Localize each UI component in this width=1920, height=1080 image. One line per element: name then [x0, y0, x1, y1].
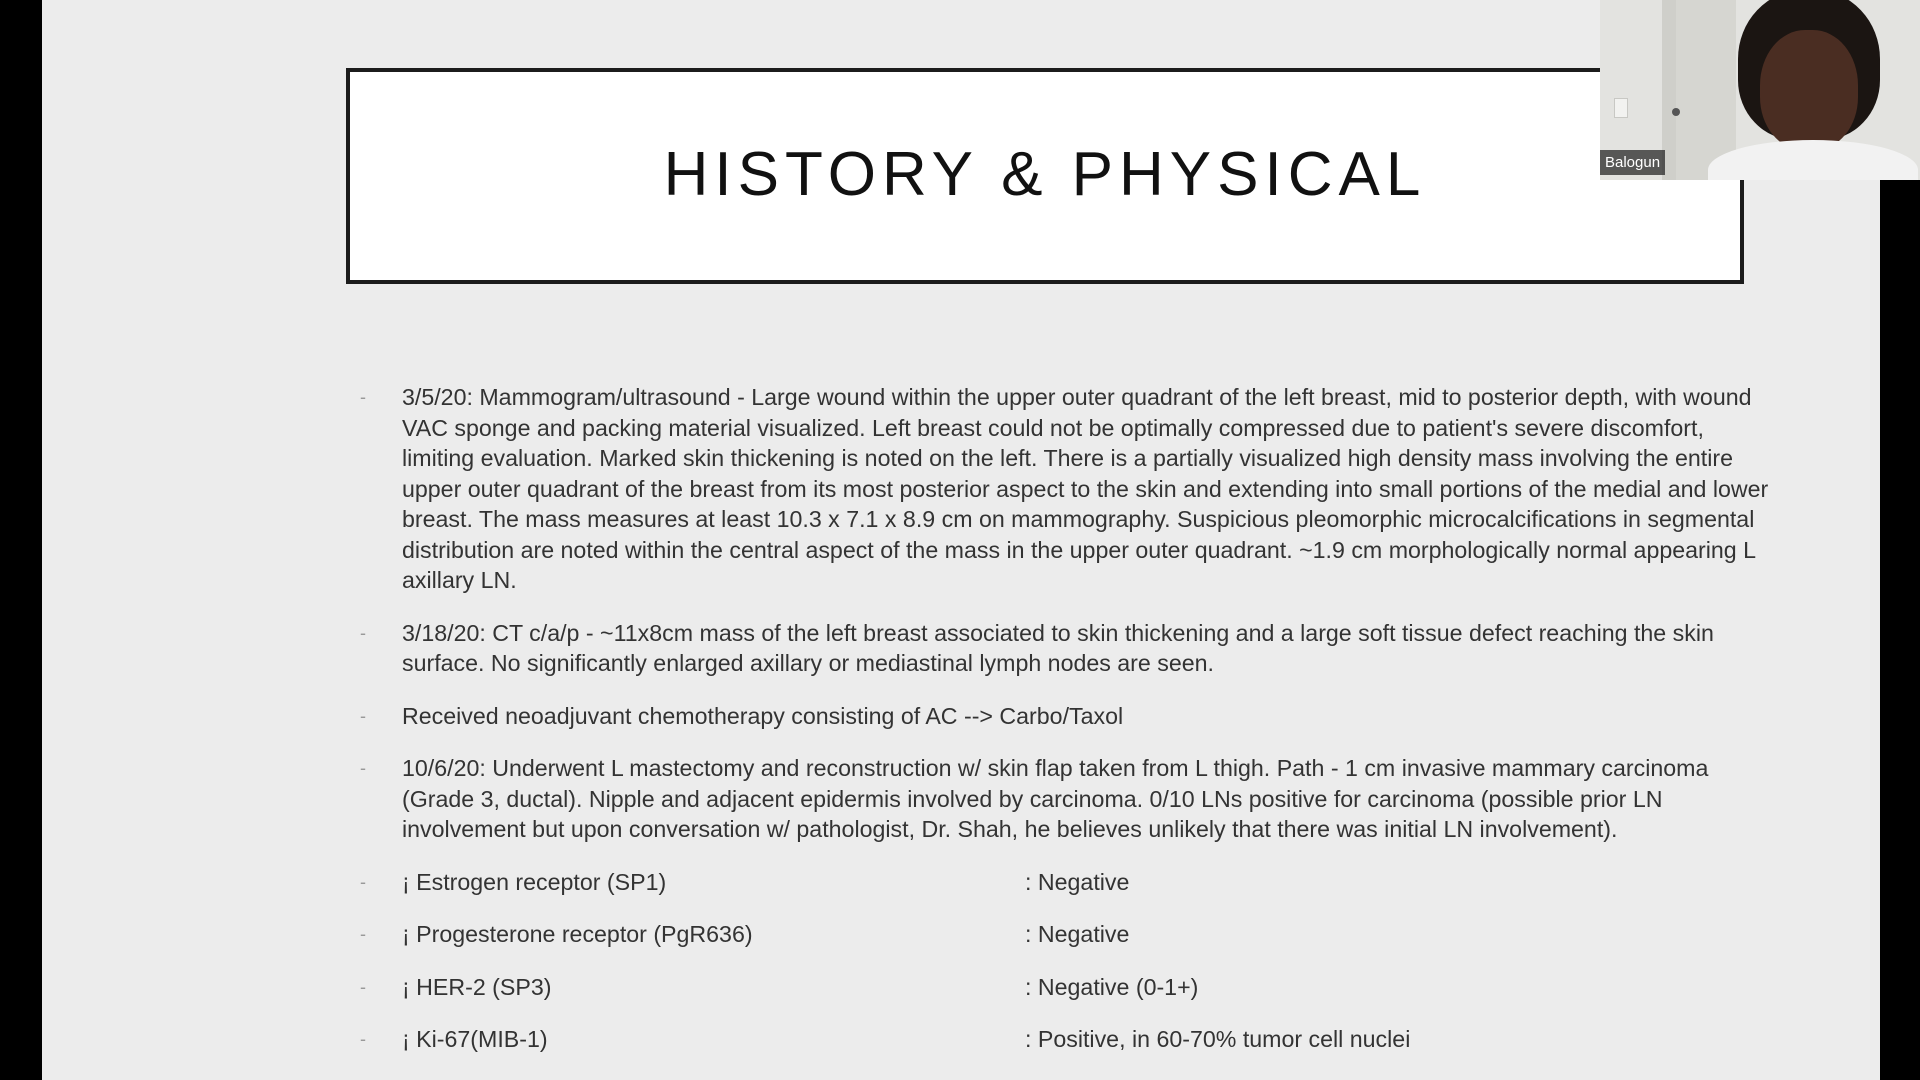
bullet-text: 10/6/20: Underwent L mastectomy and reconstruction w/ skin flap taken from L thigh. Path - 1 cm invasive mammary carcinoma (Grade 3, ductal). Nipple and adjacent epidermis involved by carcinoma. 0/10 LNs positive for carcinoma (possible prior LN involvement but upon conversation w/ pathologist, Dr. Shah, he believes unlikely that there was initial LN involvement).: [402, 755, 1709, 842]
receptor-label: ¡ Progesterone receptor (PgR636): [402, 921, 753, 947]
bullet-dash: -: [360, 622, 366, 643]
bullet-item: [360, 701, 1780, 732]
slide-content: [360, 382, 1780, 1077]
bullet-item: [360, 618, 1780, 679]
receptor-value: : Negative: [1025, 921, 1130, 947]
participant-video-tile[interactable]: [1600, 0, 1920, 180]
participant-face: [1760, 30, 1858, 150]
bullet-text: 3/5/20: Mammogram/ultrasound - Large wound within the upper outer quadrant of the left breast, mid to posterior depth, with wound VAC sponge and packing material visualized. Left breast could not be optimally compressed due to patient's severe discomfort, limiting evaluation. Marked skin thickening is noted on the left. There is a partially visualized high density mass involving the entire upper outer quadrant of the breast from its most posterior aspect to the skin and extending into small portions of the medial and lower breast. The mass measures at least 10.3 x 7.1 x 8.9 cm on mammography. Suspicious pleomorphic microcalcifications in segmental distribution are noted within the central aspect of the mass in the upper outer quadrant. ~1.9 cm morphologically normal appearing L axillary LN.: [402, 384, 1769, 593]
slide-title-box: [346, 68, 1744, 284]
receptor-row: [360, 1024, 1780, 1055]
bullet-dash: -: [360, 1029, 366, 1049]
receptor-label: ¡ HER-2 (SP3): [402, 973, 552, 1000]
bullet-item: [360, 382, 1780, 596]
bullet-item: [360, 753, 1780, 845]
bullet-dash: -: [360, 387, 366, 407]
participant-name-label: Balogun: [1600, 150, 1665, 175]
bullet-dash: -: [360, 871, 366, 892]
receptor-label: ¡ Estrogen receptor (SP1): [402, 868, 667, 895]
door-knob: [1672, 108, 1680, 116]
bullet-dash: -: [360, 705, 366, 726]
receptor-value: : Negative (0-1+): [1025, 973, 1199, 1000]
bullet-dash: -: [360, 976, 366, 997]
wall-switch: [1614, 98, 1628, 118]
receptor-row: [360, 972, 1780, 1003]
receptor-row: [360, 919, 1780, 950]
bullet-dash: -: [360, 758, 366, 778]
bullet-text: 3/18/20: CT c/a/p - ~11x8cm mass of the left breast associated to skin thickening and a large soft tissue defect reaching the skin surface. No significantly enlarged axillary or mediastinal lymph nodes are seen.: [402, 619, 1714, 676]
receptor-value: : Positive, in 60-70% tumor cell nuclei: [1025, 1026, 1411, 1052]
slide-title: HISTORY & PHYSICAL: [663, 139, 1427, 209]
receptor-value: : Negative: [1025, 868, 1130, 895]
bullet-dash: -: [360, 924, 366, 944]
receptor-label: ¡ Ki-67(MIB-1): [402, 1026, 548, 1052]
bullet-text: Received neoadjuvant chemotherapy consisting of AC --> Carbo/Taxol: [402, 702, 1124, 729]
receptor-row: [360, 867, 1780, 898]
